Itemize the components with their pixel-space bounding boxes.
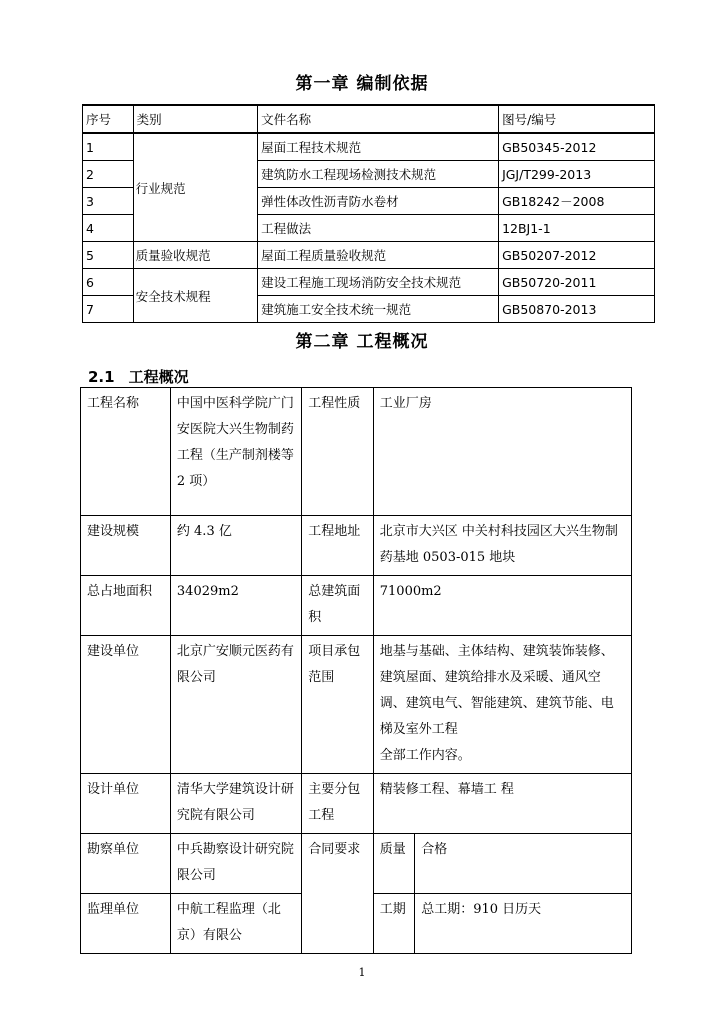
overview-row: [81, 636, 632, 774]
contract-label: 合同要求: [302, 834, 373, 954]
row-doc-name: 建设工程施工现场消防安全技术规范: [258, 269, 499, 296]
designer-value: 清华大学建筑设计研究院有限公司: [170, 774, 301, 834]
scope-label: 项目承包范围: [302, 636, 373, 774]
scope-value: 地基与基础、主体结构、建筑装饰装修、建筑屋面、建筑给排水及采暖、通风空调、建筑电气、智能建筑、建筑节能、电梯及室外工程: [379, 644, 614, 737]
quality-label: 质量: [373, 834, 414, 894]
row-code: GB18242－2008: [499, 188, 655, 215]
row-code: GB50870-2013: [499, 296, 655, 323]
row-doc-name: 建筑施工安全技术统一规范: [258, 296, 499, 323]
overview-row: [81, 516, 632, 576]
period-label: 工期: [373, 894, 414, 954]
header-code: 图号/编号: [499, 105, 655, 133]
category-quality: 质量验收规范: [133, 242, 258, 269]
row-doc-name: 屋面工程技术规范: [258, 133, 499, 161]
table-row: [83, 269, 655, 296]
table-row: [83, 133, 655, 161]
table-row: [83, 242, 655, 269]
header-no: 序号: [83, 105, 134, 133]
row-no: 3: [83, 188, 134, 215]
row-code: JGJ/T299-2013: [499, 161, 655, 188]
table-header-row: [83, 105, 655, 133]
row-doc-name: 屋面工程质量验收规范: [258, 242, 499, 269]
category-safety: 安全技术规程: [133, 269, 258, 323]
supervisor-value: 中航工程监理（北京）有限公: [170, 894, 301, 954]
row-no: 5: [83, 242, 134, 269]
build-area-label: 总建筑面积: [302, 576, 373, 636]
category-industry: 行业规范: [133, 133, 258, 242]
scope-cell: [373, 636, 631, 774]
row-no: 4: [83, 215, 134, 242]
overview-row: [81, 576, 632, 636]
survey-value: 中兵勘察设计研究院 限公司: [170, 834, 301, 894]
project-name-label: 工程名称: [81, 388, 171, 516]
overview-row: [81, 388, 632, 516]
scope-extra: 全部工作内容。: [379, 748, 471, 763]
row-code: GB50345-2012: [499, 133, 655, 161]
land-area-value: 34029m2: [170, 576, 301, 636]
row-doc-name: 工程做法: [258, 215, 499, 242]
chapter2-title: 第二章 工程概况: [295, 332, 429, 352]
overview-table: [80, 387, 632, 954]
chapter1-title: 第一章 编制依据: [295, 74, 429, 94]
row-doc-name: 弹性体改性沥青防水卷材: [258, 188, 499, 215]
quality-value: 合格: [415, 834, 632, 894]
project-name-value: 中国中医科学院广门安医院大兴生物制药工程（生产制剂楼等 2 项）: [170, 388, 301, 516]
owner-value: 北京广安顺元医药有限公司: [170, 636, 301, 774]
address-value: 北京市大兴区 中关村科技园区大兴生物制药基地 0503-015 地块: [373, 516, 631, 576]
overview-row: [81, 774, 632, 834]
row-no: 7: [83, 296, 134, 323]
section-heading: [88, 366, 189, 387]
row-no: 2: [83, 161, 134, 188]
section-title: 工程概况: [128, 368, 189, 386]
section-number: 2.1: [88, 368, 115, 386]
owner-label: 建设单位: [81, 636, 171, 774]
build-area-value: 71000m2: [373, 576, 631, 636]
row-code: 12BJ1-1: [499, 215, 655, 242]
header-category: 类别: [133, 105, 258, 133]
row-no: 6: [83, 269, 134, 296]
page-number: 1: [358, 966, 366, 979]
subcontract-label: 主要分包工程: [302, 774, 373, 834]
overview-row: [81, 834, 632, 894]
row-code: GB50720-2011: [499, 269, 655, 296]
header-doc-name: 文件名称: [258, 105, 499, 133]
row-doc-name: 建筑防水工程现场检测技术规范: [258, 161, 499, 188]
period-value: 总工期：910 日历天: [415, 894, 632, 954]
supervisor-label: 监理单位: [81, 894, 171, 954]
land-area-label: 总占地面积: [81, 576, 171, 636]
survey-label: 勘察单位: [81, 834, 171, 894]
address-label: 工程地址: [302, 516, 373, 576]
nature-value: 工业厂房: [373, 388, 631, 516]
scale-label: 建设规模: [81, 516, 171, 576]
scale-value: 约 4.3 亿: [170, 516, 301, 576]
designer-label: 设计单位: [81, 774, 171, 834]
row-no: 1: [83, 133, 134, 161]
standards-table: [82, 104, 655, 323]
row-code: GB50207-2012: [499, 242, 655, 269]
subcontract-value: 精装修工程、幕墙工 程: [373, 774, 631, 834]
nature-label: 工程性质: [302, 388, 373, 516]
